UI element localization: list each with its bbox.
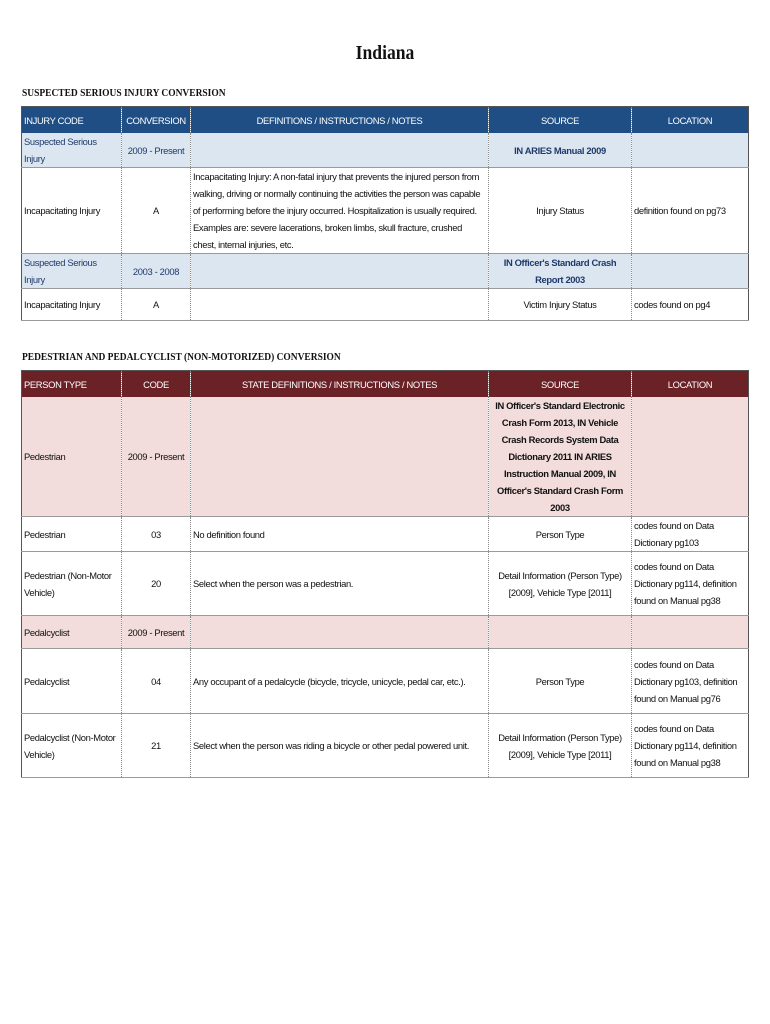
cell-type: Pedalcyclist (Non-Motor Vehicle) (22, 714, 122, 778)
table-row (22, 649, 749, 714)
cell-source: Detail Information (Person Type) [2009], Vehicle Type [2011] (489, 714, 632, 778)
cell-definition: No definition found (191, 517, 489, 552)
col-header: LOCATION (632, 107, 749, 134)
cell-definition (191, 289, 489, 321)
cell-source: Injury Status (489, 168, 632, 254)
cell-conversion: 2003 - 2008 (122, 254, 191, 289)
table-header-row (22, 371, 749, 398)
cell-definition: Select when the person was a pedestrian. (191, 552, 489, 616)
cell-definition (191, 397, 489, 517)
cell-location: codes found on Data Dictionary pg114, definition found on Manual pg38 (632, 552, 749, 616)
cell-conversion: A (122, 168, 191, 254)
cell-location (632, 133, 749, 168)
table-header-row (22, 107, 749, 134)
col-header: STATE DEFINITIONS / INSTRUCTIONS / NOTES (191, 371, 489, 398)
cell-source (489, 616, 632, 649)
cell-code: Suspected Serious Injury (22, 254, 122, 289)
table-row (22, 397, 749, 517)
cell-location (632, 616, 749, 649)
cell-type: Pedestrian (22, 517, 122, 552)
cell-source: Person Type (489, 649, 632, 714)
col-header: SOURCE (489, 107, 632, 134)
cell-source: Person Type (489, 517, 632, 552)
cell-code: Suspected Serious Injury (22, 133, 122, 168)
cell-type: Pedalcyclist (22, 649, 122, 714)
table-row (22, 616, 749, 649)
cell-code: 21 (122, 714, 191, 778)
col-header: SOURCE (489, 371, 632, 398)
cell-source: Victim Injury Status (489, 289, 632, 321)
cell-code: 03 (122, 517, 191, 552)
cell-source: Detail Information (Person Type) [2009], Vehicle Type [2011] (489, 552, 632, 616)
table-row (22, 552, 749, 616)
col-header: PERSON TYPE (22, 371, 122, 398)
col-header: DEFINITIONS / INSTRUCTIONS / NOTES (191, 107, 489, 134)
cell-source: IN Officer's Standard Electronic Crash Form 2013, IN Vehicle Crash Records System Data Dictionary 2011 IN ARIES Instruction Manual 2009, IN Officer's Standard Crash Form 2003 (489, 397, 632, 517)
section1-title: SUSPECTED SERIOUS INJURY CONVERSION (22, 87, 226, 99)
col-header: LOCATION (632, 371, 749, 398)
cell-location: codes found on Data Dictionary pg114, definition found on Manual pg38 (632, 714, 749, 778)
cell-location: codes found on Data Dictionary pg103, definition found on Manual pg76 (632, 649, 749, 714)
cell-source: IN ARIES Manual 2009 (489, 133, 632, 168)
cell-location: definition found on pg73 (632, 168, 749, 254)
cell-definition (191, 616, 489, 649)
cell-source: IN Officer's Standard Crash Report 2003 (489, 254, 632, 289)
cell-definition (191, 254, 489, 289)
table-row (22, 168, 749, 254)
cell-location (632, 254, 749, 289)
injury-conversion-table (21, 106, 749, 321)
cell-location: codes found on pg4 (632, 289, 749, 321)
cell-conversion: 2009 - Present (122, 133, 191, 168)
col-header: CONVERSION (122, 107, 191, 134)
cell-code: 20 (122, 552, 191, 616)
cell-code: Incapacitating Injury (22, 168, 122, 254)
cell-location (632, 397, 749, 517)
cell-code: 2009 - Present (122, 616, 191, 649)
cell-type: Pedestrian (Non-Motor Vehicle) (22, 552, 122, 616)
table-row (22, 133, 749, 168)
cell-code: 04 (122, 649, 191, 714)
col-header: CODE (122, 371, 191, 398)
section2-title: PEDESTRIAN AND PEDALCYCLIST (NON-MOTORIZED) CONVERSION (22, 351, 341, 363)
table-row (22, 254, 749, 289)
table-row (22, 714, 749, 778)
cell-definition: Any occupant of a pedalcycle (bicycle, tricycle, unicycle, pedal car, etc.). (191, 649, 489, 714)
cell-type: Pedestrian (22, 397, 122, 517)
page-title: Indiana (355, 42, 415, 64)
pedestrian-conversion-table (21, 370, 749, 778)
table-row (22, 289, 749, 321)
cell-type: Pedalcyclist (22, 616, 122, 649)
table-row (22, 517, 749, 552)
cell-location: codes found on Data Dictionary pg103 (632, 517, 749, 552)
cell-definition (191, 133, 489, 168)
col-header: INJURY CODE (22, 107, 122, 134)
cell-code: 2009 - Present (122, 397, 191, 517)
cell-definition: Select when the person was riding a bicycle or other pedal powered unit. (191, 714, 489, 778)
cell-code: Incapacitating Injury (22, 289, 122, 321)
cell-definition: Incapacitating Injury: A non-fatal injury that prevents the injured person from walking, driving or normally continuing the activities the person was capable of performing before the injury occurred. Hospitalization is usually required. Examples are: severe lacerations, broken limbs, skull fracture, crushed chest, internal injuries, etc. (191, 168, 489, 254)
cell-conversion: A (122, 289, 191, 321)
